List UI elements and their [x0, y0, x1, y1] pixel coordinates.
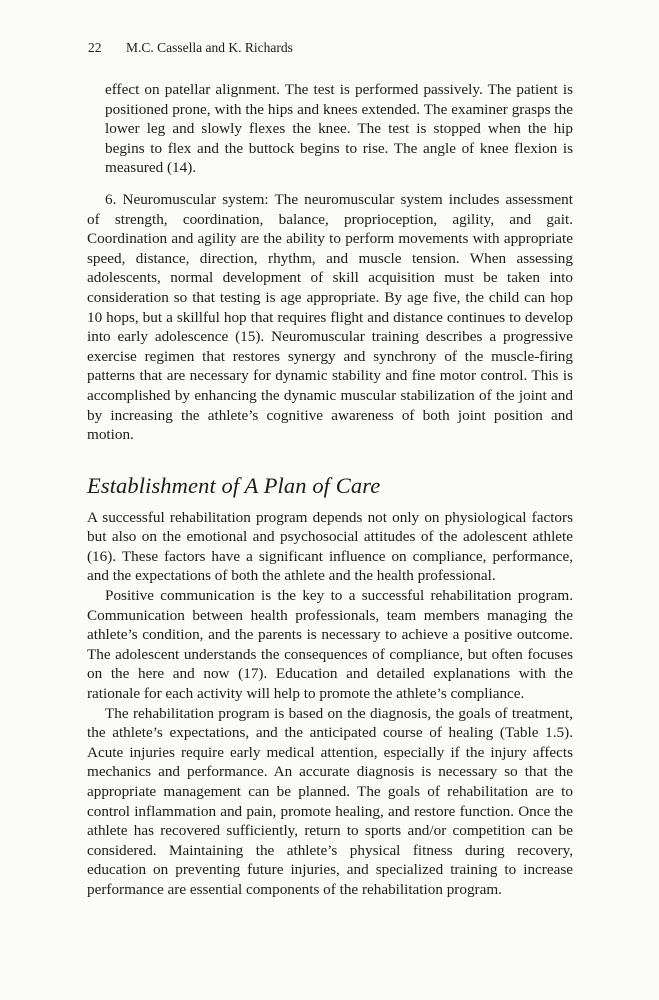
running-head-authors: M.C. Cassella and K. Richards	[126, 40, 293, 55]
paragraph-neuromuscular-system: 6. Neuromuscular system: The neuromuscular system includes assessment of strength, coordination, balance, proprioception, agility, and gait. Coordination and agility are the ability to perform movements with appropriate speed, distance, direction, rhythm, and muscle tension. When assessing adolescents, normal development of skill acquisition must be taken into consideration so that testing is age appropriate. By age five, the child can hop 10 hops, but a skillful hop that requires flight and distance continues to develop into early adolescence (15). Neuromuscular training describes a progressive exercise regimen that restores synergy and synchrony of the muscle-firing patterns that are necessary for dynamic stability and fine motor control. This is accomplished by enhancing the dynamic muscular stabilization of the joint and by increasing the athlete’s cognitive awareness of both joint position and motion.	[87, 190, 573, 444]
body-text	[87, 80, 573, 900]
paragraph-positive-communication: Positive communication is the key to a successful rehabilitation program. Communication between health professionals, team members managing the athlete’s condition, and the parents is necessary to achieve a positive outcome. The adolescent understands the consequences of compliance, but often focuses on the here and now (17). Education and detailed explanations with the rationale for each activity will help to promote the athlete’s compliance.	[87, 587, 573, 703]
paragraph-rehabilitation-program: The rehabilitation program is based on the diagnosis, the goals of treatment, the athlete’s expectations, and the anticipated course of healing (Table 1.5). Acute injuries require early medical attention, especially if the injury affects mechanics and performance. An accurate diagnosis is necessary so that the appropriate management can be planned. The goals of rehabilitation are to control inflammation and pain, promote healing, and restore function. Once the athlete has recovered sufficiently, return to sports and/or competition can be considered. Maintaining the athlete’s physical fitness during recovery, education on preventing future injuries, and specialized training to increase performance are essential components of the rehabilitation program.	[87, 704, 573, 898]
paragraph-rehabilitation-factors: A successful rehabilitation program depends not only on physiological factors but also on the emotional and psychosocial attitudes of the adolescent athlete (16). These factors have a significant influence on compliance, performance, and the expectations of both the athlete and the health professional.	[87, 508, 573, 585]
list-continuation-block	[87, 80, 573, 178]
page-number: 22	[88, 40, 102, 55]
section-heading: Establishment of A Plan of Care	[87, 472, 381, 498]
paragraph-patellar-test: effect on patellar alignment. The test is performed passively. The patient is positioned prone, with the hips and knees extended. The examiner grasps the lower leg and slowly flexes the knee. The test is stopped when the hip begins to flex and the buttock begins to rise. The angle of knee flexion is measured (14).	[105, 81, 573, 177]
running-head	[88, 40, 293, 56]
